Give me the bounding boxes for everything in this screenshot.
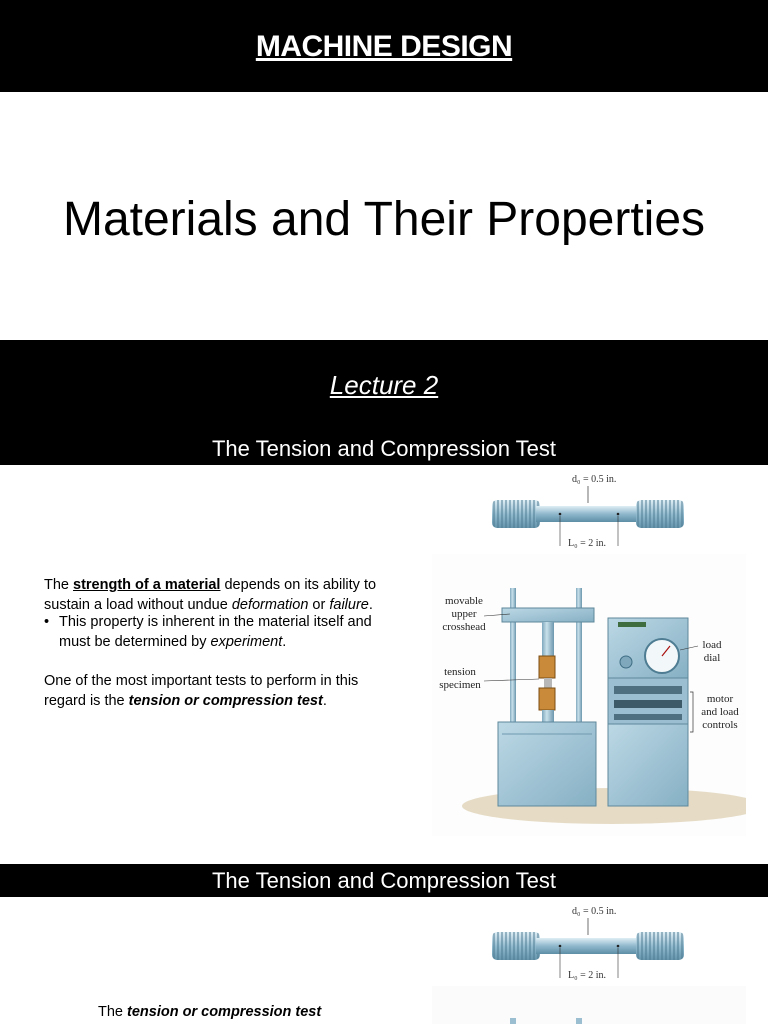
svg-text:dial: dial (703, 652, 721, 664)
specimen-figure (488, 470, 688, 550)
slide2-paragraph: The tension or compression test (98, 1004, 322, 1020)
testing-machine-illustration (432, 554, 746, 836)
svg-text:specimen: specimen (439, 679, 481, 691)
strength-term: strength of a material (73, 577, 221, 593)
bullet-item: • This property is inherent in the material itself and must be determined by experiment. (44, 614, 372, 650)
section-bar-2 (0, 864, 768, 897)
section-title: The Tension and Compression Test (211, 436, 557, 461)
svg-text:d₀ = 0.5 in.: d₀ = 0.5 in. (572, 906, 617, 917)
test-paragraph: One of the most important tests to perform in this regard is the tension or compression test. (44, 673, 359, 709)
strength-paragraph: The strength of a material depends on its ability to sustain a load without undue deformation or failure. (44, 577, 377, 613)
svg-text:and load: and load (701, 706, 739, 718)
test-term-2: tension or compression test (127, 1004, 322, 1020)
svg-text:controls: controls (702, 719, 738, 731)
lecture-bar (0, 340, 768, 465)
svg-text:crosshead: crosshead (442, 621, 486, 633)
svg-text:L₀ = 2 in.: L₀ = 2 in. (568, 538, 607, 549)
specimen-figure-2 (488, 902, 688, 982)
main-title: Materials and Their Properties (62, 193, 706, 246)
lecture-label: Lecture 2 (329, 370, 439, 400)
svg-text:movable: movable (445, 595, 483, 607)
bullet-symbol: • (44, 614, 50, 630)
testing-machine-illustration-2 (432, 986, 746, 1024)
svg-text:tension: tension (444, 666, 476, 678)
course-title: MACHINE DESIGN (255, 30, 513, 63)
svg-text:motor: motor (706, 693, 734, 705)
header-bar (0, 0, 768, 92)
svg-text:L₀ = 2 in.: L₀ = 2 in. (568, 970, 607, 981)
section-title-2: The Tension and Compression Test (211, 868, 557, 893)
svg-text:upper: upper (451, 608, 477, 620)
svg-text:d₀ = 0.5 in.: d₀ = 0.5 in. (572, 474, 617, 485)
svg-text:load: load (702, 639, 722, 651)
test-term: tension or compression test (128, 692, 323, 709)
